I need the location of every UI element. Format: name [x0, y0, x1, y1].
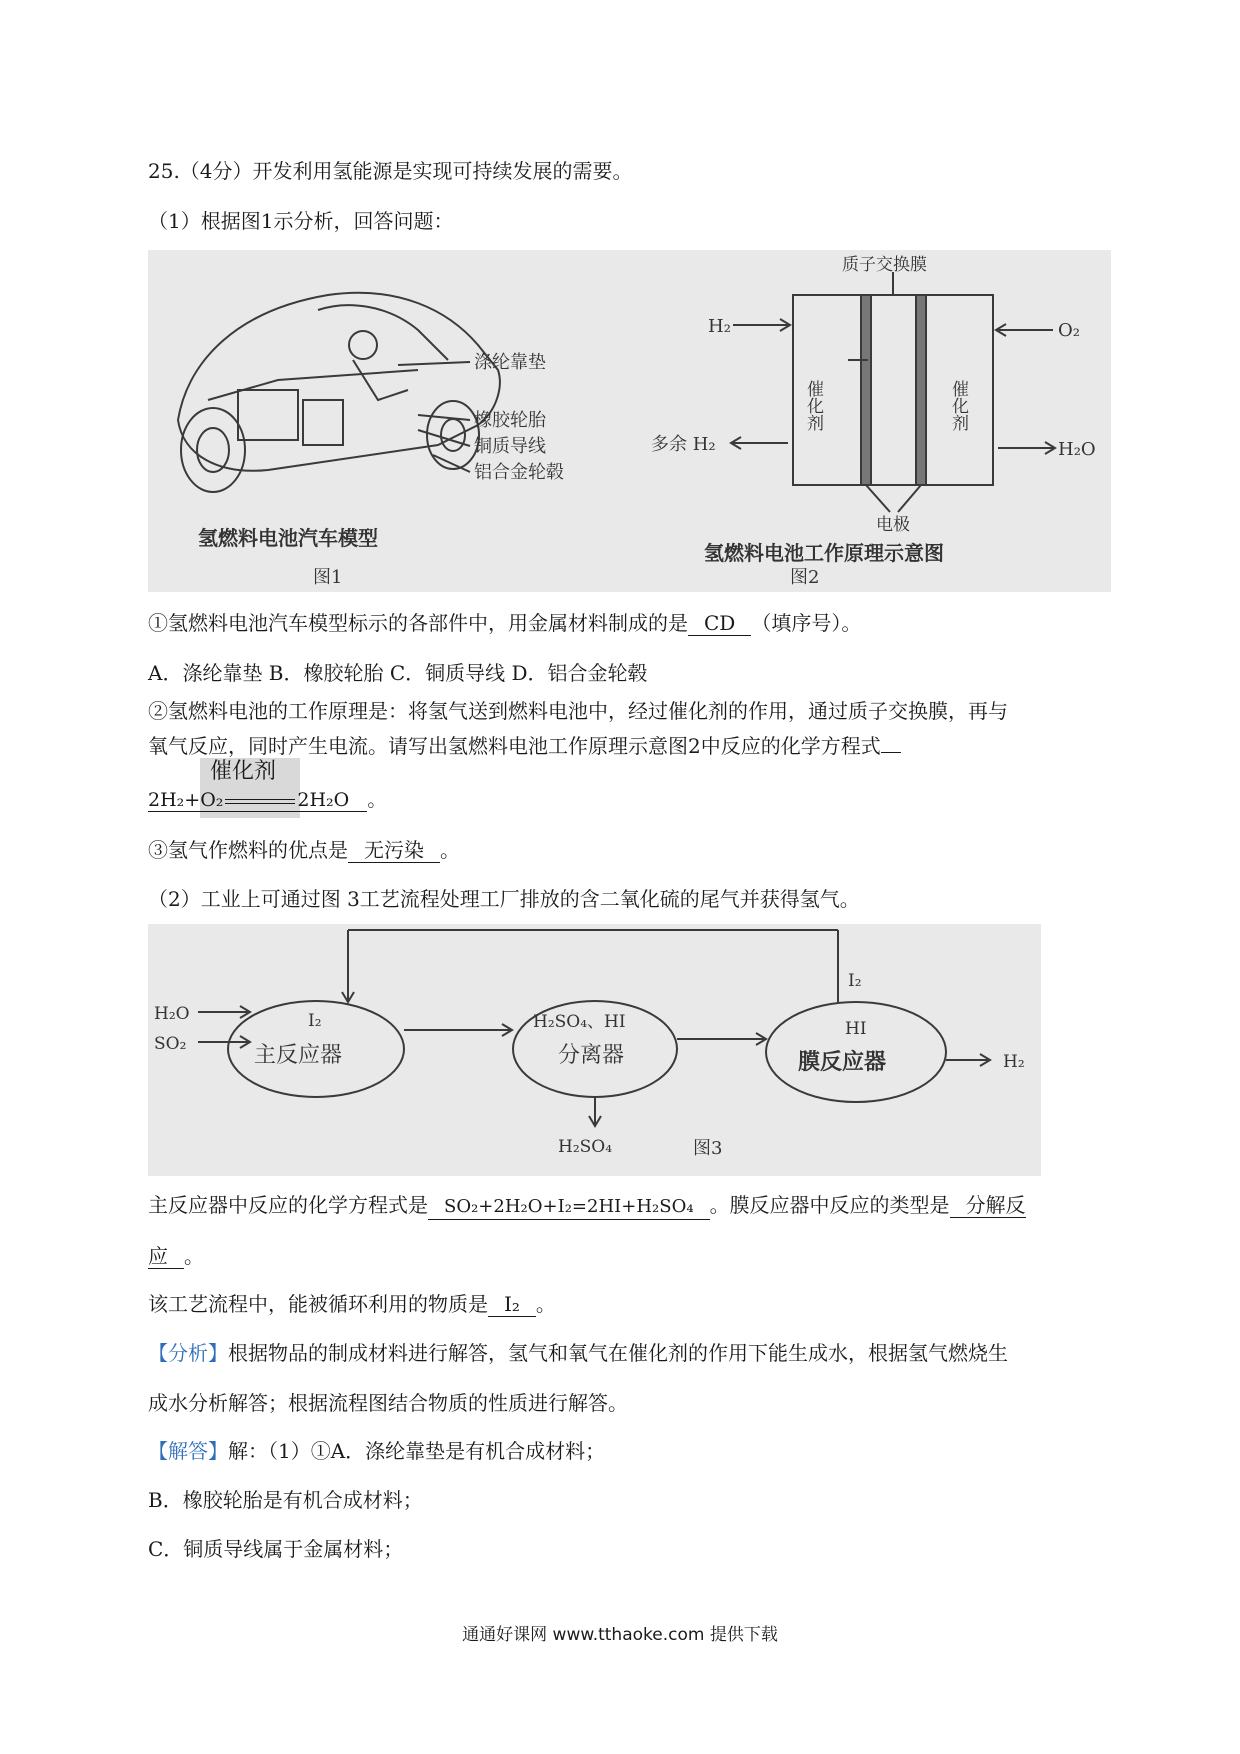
equals-bar [225, 799, 295, 804]
answer-blank-5a: 分解反 [950, 1193, 1026, 1218]
analysis-tag: 【分析】 [148, 1341, 228, 1365]
solution-tag: 【解答】 [148, 1439, 228, 1463]
car-label-seat: 涤纶靠垫 [474, 352, 546, 373]
answer-blank-2-start [881, 752, 901, 753]
car-caption: 氢燃料电池汽车模型 [198, 526, 378, 550]
part2-q1: 主反应器中反应的化学方程式是 SO₂+2H₂O+I₂=2HI+H₂SO₄ 。膜反应器中反应的类型是 分解反 [148, 1191, 1026, 1220]
question-heading: 25.（4分）开发利用氢能源是实现可持续发展的需要。 [148, 159, 633, 183]
subq-1-options: A．涤纶靠垫 B．橡胶轮胎 C．铜质导线 D．铝合金轮毂 [148, 661, 648, 685]
answer-blank-5b: 应 [148, 1244, 184, 1269]
figure-1-label: 图1 [313, 567, 343, 588]
electrode-label: 电极 [876, 515, 910, 535]
recycle-i2-label: I₂ [848, 971, 862, 991]
o2-in-label: O₂ [1058, 320, 1080, 341]
membrane-reactor-top-label: HI [845, 1019, 867, 1039]
output-h2-label: H₂ [1003, 1052, 1025, 1072]
subq-1: ①氢燃料电池汽车模型标示的各部件中，用金属材料制成的是 CD （填序号）。 [148, 611, 862, 635]
solution-line3: C．铜质导线属于金属材料； [148, 1537, 404, 1561]
solution-line1: 【解答】解：（1）①A．涤纶靠垫是有机合成材料； [148, 1439, 606, 1463]
fuel-cell-diagram [731, 272, 1055, 512]
catalyst-condition: 催化剂 [210, 759, 277, 784]
subq-2-equation: 2H₂+O₂ 2H₂O 。 [148, 789, 387, 811]
equation-underlined: 2H₂+O₂ 2H₂O [148, 789, 367, 812]
answer-blank-3: 无污染 [348, 838, 440, 863]
subq-2-line2: 氧气反应，同时产生电流。请写出氢燃料电池工作原理示意图2中反应的化学方程式 [148, 732, 901, 760]
figure-2-label: 图2 [790, 567, 820, 588]
input-so2-label: SO₂ [154, 1034, 187, 1054]
analysis-line1: 【分析】根据物品的制成材料进行解答，氢气和氧气在催化剂的作用下能生成水，根据氢气燃烧生 [148, 1341, 1008, 1365]
subq-2-line1: ②氢燃料电池的工作原理是：将氢气送到燃料电池中，经过催化剂的作用，通过质子交换膜，再与 [148, 699, 1008, 723]
part2-q2: 该工艺流程中，能被循环利用的物质是 I₂ 。 [148, 1292, 556, 1316]
output-h2so4-label: H₂SO₄ [558, 1137, 613, 1157]
answer-blank-1: CD [688, 611, 751, 636]
part2-q1-cont: 应 。 [148, 1244, 204, 1268]
figure-3-label: 图3 [693, 1138, 723, 1159]
separator-top-label: H₂SO₄、HI [533, 1012, 626, 1032]
input-h2o-label: H₂O [154, 1004, 190, 1024]
catalyst-left-label: 催化剂 [803, 380, 823, 431]
figure-1-2-drawing [148, 250, 1111, 592]
car-illustration [178, 293, 500, 492]
main-reactor-top-label: I₂ [308, 1011, 322, 1031]
catalyst-right-label: 催化剂 [948, 380, 968, 431]
separator-label: 分离器 [558, 1043, 625, 1068]
membrane-reactor-label: 膜反应器 [798, 1049, 887, 1075]
page-footer: 通通好课网 www.tthaoke.com 提供下载 [462, 1625, 778, 1645]
figure-3-drawing [148, 924, 1041, 1176]
excess-h2-label: 多余 H₂ [651, 434, 716, 455]
h2-in-label: H₂ [708, 316, 731, 337]
car-label-wheel: 铝合金轮毂 [474, 462, 564, 483]
car-label-wire: 铜质导线 [474, 436, 546, 457]
subq-3: ③氢气作燃料的优点是 无污染 。 [148, 838, 460, 862]
h2o-out-label: H₂O [1058, 439, 1096, 460]
main-reactor-label: 主反应器 [254, 1043, 343, 1068]
cell-caption: 氢燃料电池工作原理示意图 [704, 541, 944, 565]
analysis-line2: 成水分析解答；根据流程图结合物质的性质进行解答。 [148, 1391, 628, 1415]
part2-intro: （2）工业上可通过图 3工艺流程处理工厂排放的含二氧化硫的尾气并获得氢气。 [148, 887, 860, 911]
solution-line2: B．橡胶轮胎是有机合成材料； [148, 1488, 423, 1512]
car-label-tire: 橡胶轮胎 [474, 410, 546, 431]
part1-intro: （1）根据图1示分析，回答问题： [148, 209, 454, 233]
membrane-label: 质子交换膜 [842, 255, 927, 275]
answer-blank-6: I₂ [488, 1292, 536, 1317]
figure-3 [148, 924, 1041, 1176]
figure-1-2 [148, 250, 1111, 592]
answer-blank-4: SO₂+2H₂O+I₂=2HI+H₂SO₄ [428, 1195, 710, 1220]
